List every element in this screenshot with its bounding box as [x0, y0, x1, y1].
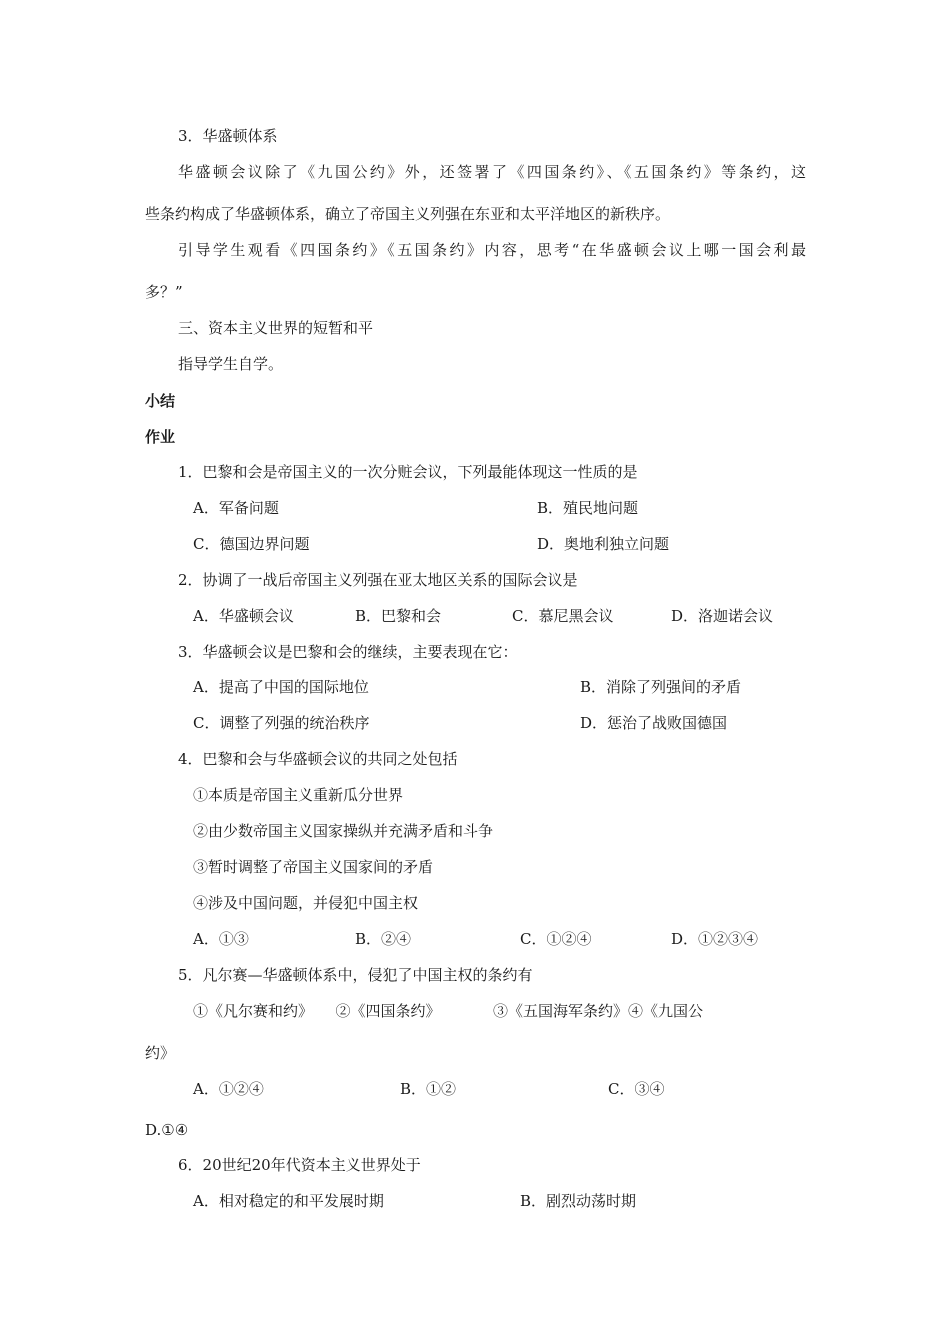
- q4-option-a: A．①③: [193, 930, 249, 948]
- q4-item-2: ②由少数帝国主义国家操纵并充满矛盾和斗争: [193, 822, 494, 840]
- q2-option-d: D．洛迦诺会议: [671, 607, 774, 625]
- q1-option-b: B．殖民地问题: [537, 499, 639, 517]
- q5-option-d: D.①④: [145, 1121, 189, 1139]
- q6-option-b: B．剧烈动荡时期: [520, 1192, 637, 1210]
- q1-option-d: D．奥地利独立问题: [537, 535, 670, 553]
- summary-heading: 小结: [145, 392, 176, 410]
- q2-option-b: B．巴黎和会: [355, 607, 442, 625]
- homework-heading: 作业: [145, 428, 176, 446]
- section-heading-washington-system: 3．华盛顿体系: [178, 127, 278, 145]
- q3-option-d: D．惩治了战败国德国: [580, 714, 728, 732]
- q4-item-1: ①本质是帝国主义重新瓜分世界: [193, 786, 404, 804]
- q4-item-4: ④涉及中国问题，并侵犯中国主权: [193, 894, 419, 912]
- q5-items-line: ①《凡尔赛和约》 ②《四国条约》 ③《五国海军条约》④《九国公: [193, 1002, 704, 1020]
- question-2-stem: 2．协调了一战后帝国主义列强在亚太地区关系的国际会议是: [178, 571, 578, 589]
- paragraph-line: 引导学生观看《四国条约》《五国条约》内容，思考“在华盛顿会议上哪一国会利最: [178, 241, 806, 259]
- section-heading-short-peace: 三、资本主义世界的短暂和平: [178, 319, 374, 337]
- q4-option-b: B．②④: [355, 930, 412, 948]
- paragraph-line: 些条约构成了华盛顿体系，确立了帝国主义列强在东亚和太平洋地区的新秩序。: [145, 205, 671, 223]
- q4-option-d: D．①②③④: [671, 930, 759, 948]
- q5-option-b: B．①②: [400, 1080, 457, 1098]
- q5-items-line: 约》: [145, 1044, 176, 1062]
- q3-option-b: B．消除了列强间的矛盾: [580, 678, 742, 696]
- q3-option-a: A．提高了中国的国际地位: [193, 678, 369, 696]
- q1-option-a: A．军备问题: [193, 499, 279, 517]
- paragraph-line: 多？”: [145, 283, 183, 301]
- q2-option-a: A．华盛顿会议: [193, 607, 294, 625]
- question-1-stem: 1．巴黎和会是帝国主义的一次分赃会议，下列最能体现这一性质的是: [178, 463, 638, 481]
- q2-option-c: C．慕尼黑会议: [512, 607, 614, 625]
- q1-option-c: C．德国边界问题: [193, 535, 310, 553]
- q4-item-3: ③暂时调整了帝国主义国家间的矛盾: [193, 858, 434, 876]
- q4-option-c: C．①②④: [520, 930, 592, 948]
- paragraph-line: 指导学生自学。: [178, 355, 284, 373]
- question-6-stem: 6．20世纪20年代资本主义世界处于: [178, 1156, 421, 1174]
- q3-option-c: C．调整了列强的统治秩序: [193, 714, 370, 732]
- q6-option-a: A．相对稳定的和平发展时期: [193, 1192, 384, 1210]
- question-5-stem: 5．凡尔赛—华盛顿体系中，侵犯了中国主权的条约有: [178, 966, 533, 984]
- question-4-stem: 4．巴黎和会与华盛顿会议的共同之处包括: [178, 750, 458, 768]
- paragraph-line: 华盛顿会议除了《九国公约》外，还签署了《四国条约》、《五国条约》等条约，这: [178, 163, 806, 181]
- q5-option-a: A．①②④: [193, 1080, 264, 1098]
- question-3-stem: 3．华盛顿会议是巴黎和会的继续，主要表现在它：: [178, 643, 518, 661]
- q5-option-c: C．③④: [608, 1080, 665, 1098]
